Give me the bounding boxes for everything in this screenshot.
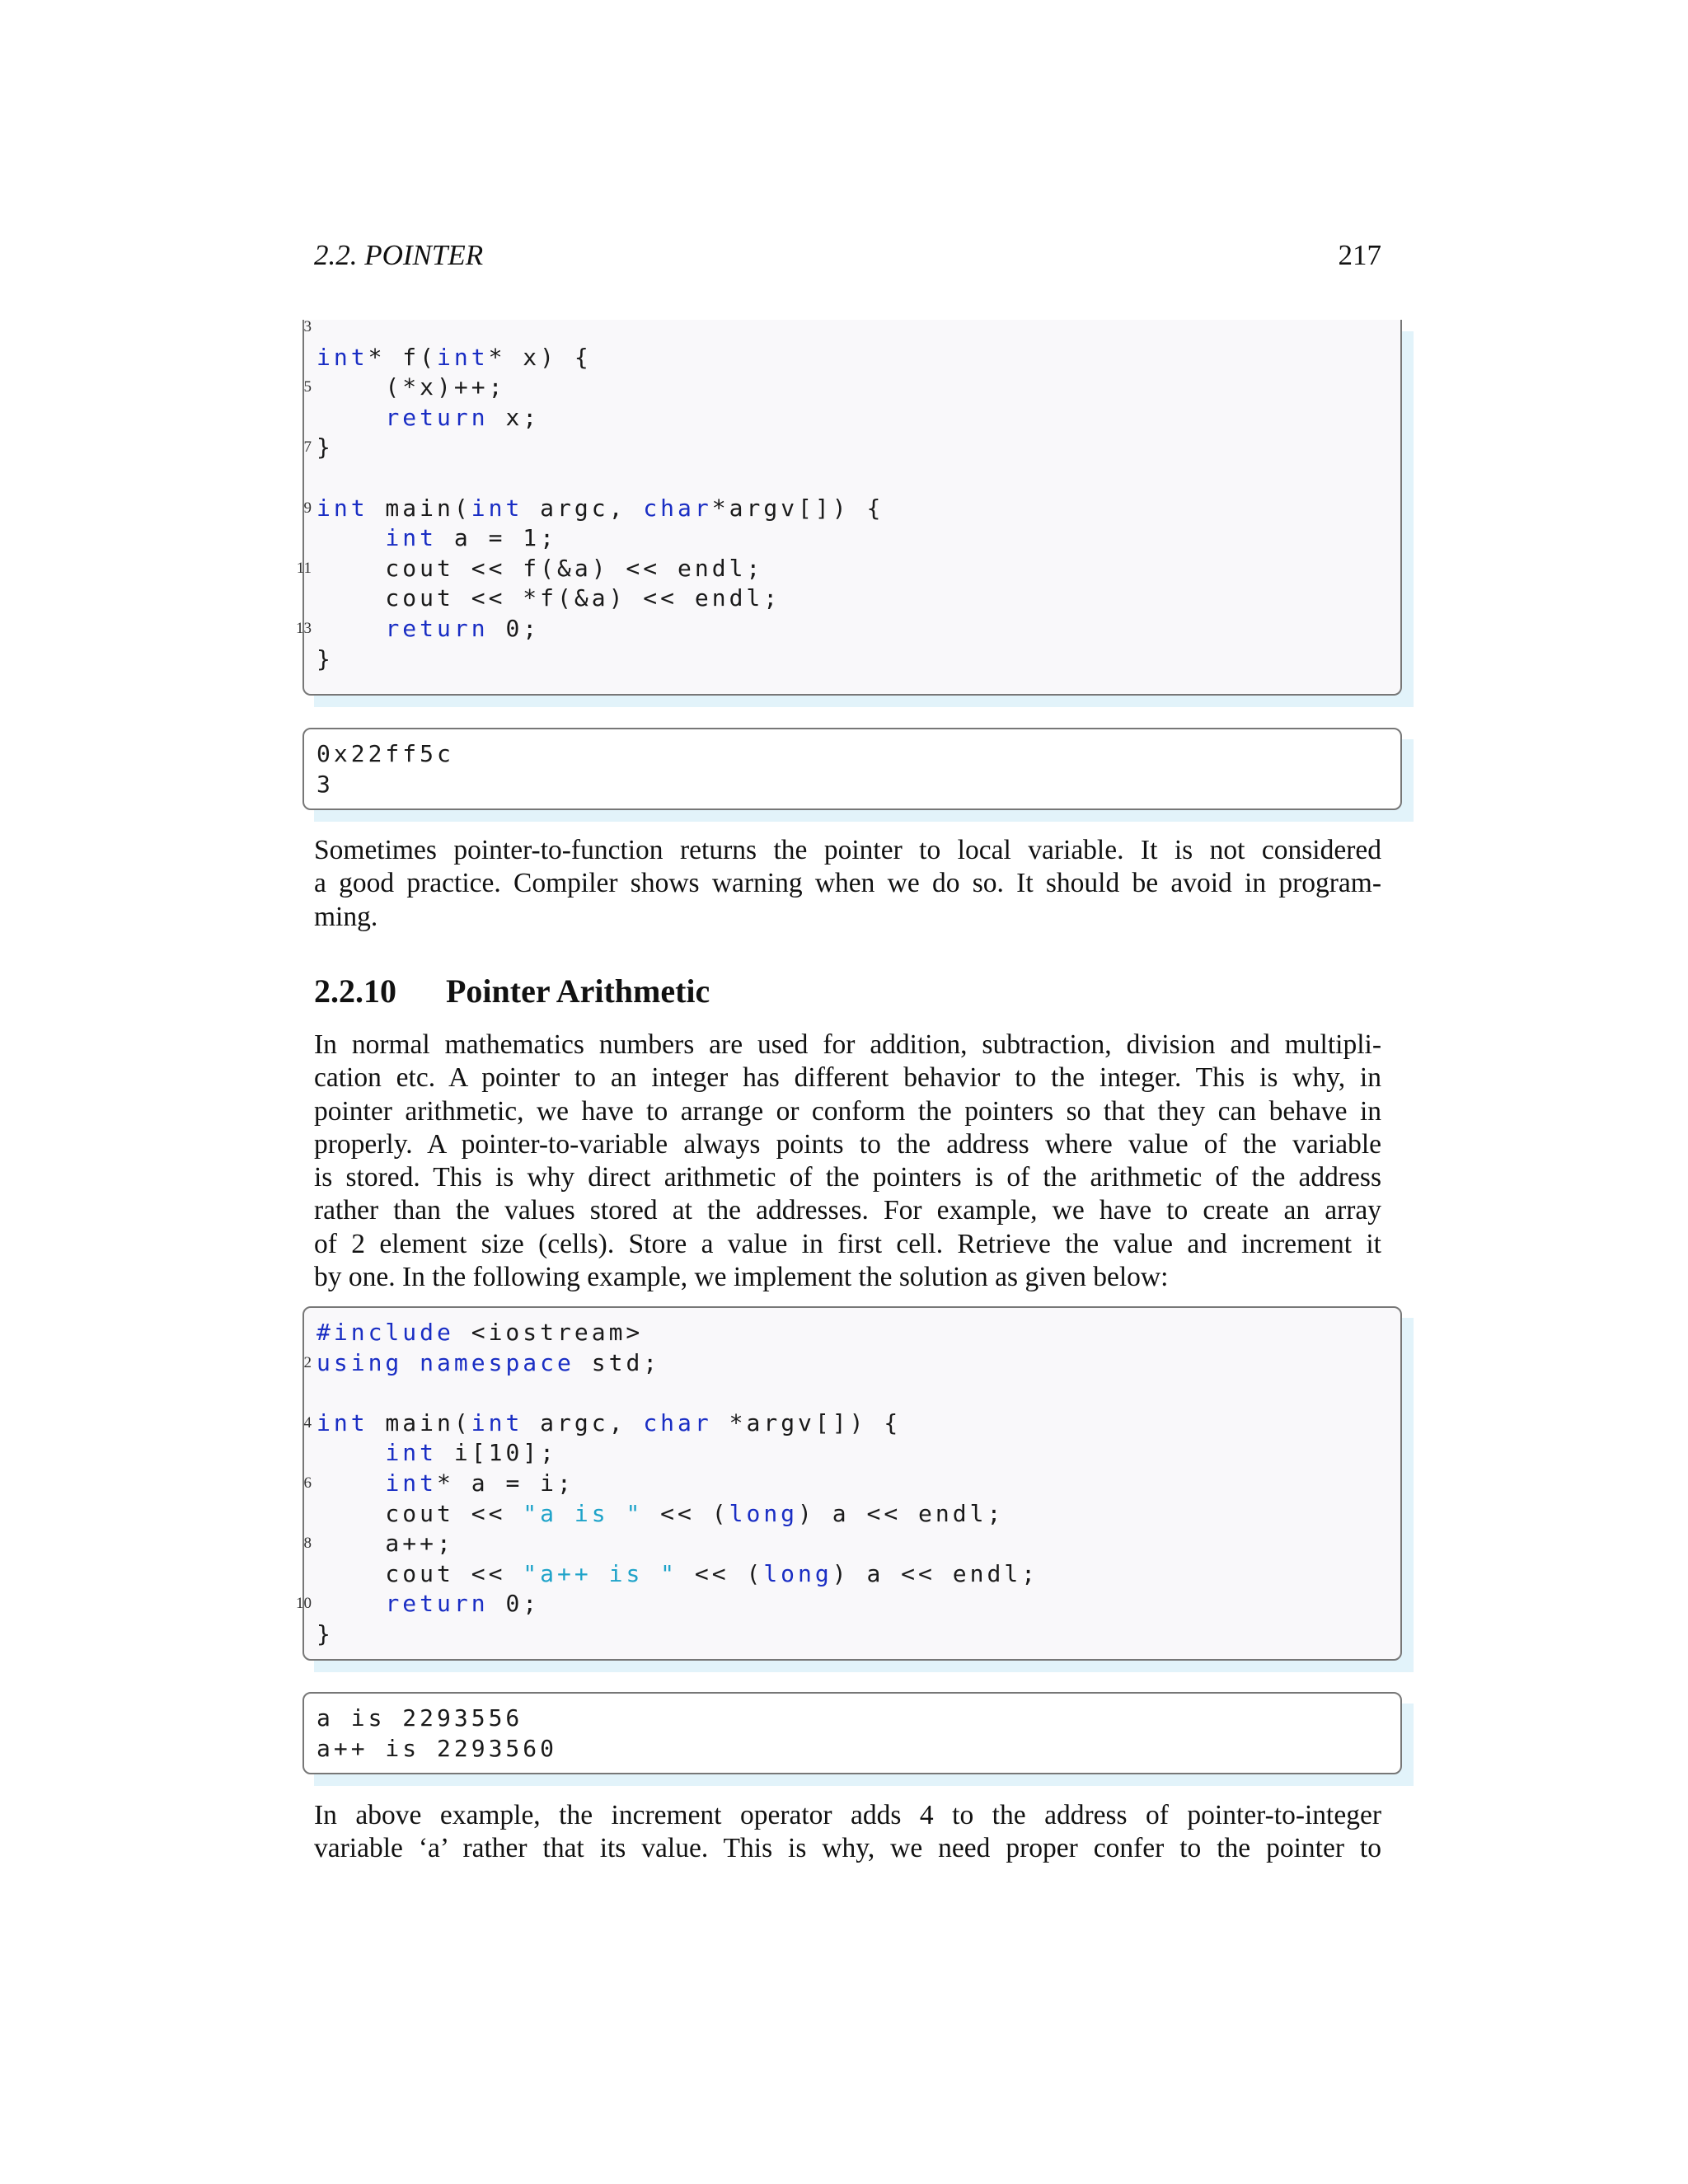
line-number: 6 (303, 1474, 312, 1492)
code-line (316, 402, 540, 433)
code-text: << ( (678, 1559, 764, 1587)
output-block-2 (302, 1692, 1402, 1774)
line-number: 2 (303, 1353, 312, 1371)
code-text: * f( (368, 343, 438, 371)
code-text: main( (368, 1408, 471, 1436)
paragraph-line: pointer arithmetic, we have to arrange or conform the pointers so that they can behave in (314, 1095, 1381, 1127)
code-text: cout << *f(&a) << endl; (316, 584, 781, 612)
line-number: 9 (303, 499, 312, 517)
code-keyword: using (316, 1348, 403, 1376)
code-keyword: int (316, 343, 368, 371)
code-line (296, 553, 764, 583)
code-text: } (316, 434, 334, 462)
code-string: "a++ is " (523, 1559, 678, 1587)
code-line (316, 523, 557, 553)
line-number: 4 (303, 1413, 312, 1432)
code-text: } (316, 644, 334, 673)
code-line (303, 1468, 574, 1498)
paragraph-line: of 2 element size (cells). Store a value in first cell. Retrieve the value and increment it (314, 1228, 1381, 1259)
running-head: 2.2. POINTER (314, 239, 484, 271)
output-block-1 (302, 728, 1402, 810)
paragraph-line: cation etc. A pointer to an integer has different behavior to the integer. This is why, in (314, 1062, 1381, 1094)
code-string: "a is " (523, 1499, 644, 1527)
code-keyword: int (471, 494, 523, 522)
paragraph-line: properly. A pointer-to-variable always points to the address where value of the variable (314, 1128, 1381, 1160)
code-text: a++; (316, 1530, 454, 1558)
code-text: << ( (643, 1499, 729, 1527)
output-line: 0x22ff5c (316, 740, 454, 767)
code-text: ) a << endl; (798, 1499, 1005, 1527)
paragraph-line: ming. (314, 901, 378, 932)
code-text (316, 524, 385, 551)
page-number: 217 (1338, 239, 1381, 271)
line-number: 3 (303, 318, 312, 335)
paragraph-1 (314, 834, 1381, 934)
paragraph-2 (314, 1029, 1381, 1294)
line-number: 7 (303, 438, 312, 457)
paragraph-line: In normal mathematics numbers are used for addition, subtraction, division and multipli- (314, 1029, 1381, 1060)
code-keyword: #include (316, 1319, 454, 1346)
code-text: * x) { (488, 343, 592, 371)
code-keyword: int (385, 524, 438, 552)
code-text: (*x)++; (316, 373, 506, 401)
code-keyword: return (385, 615, 489, 642)
paragraph-line: In above example, the increment operator adds 4 to the address of pointer-to-integer (314, 1800, 1381, 1830)
page-header (314, 235, 1381, 276)
code-text: * a = i; (437, 1469, 574, 1497)
code-line (303, 493, 884, 523)
code-text: argc, (523, 1408, 644, 1436)
code-keyword: int (437, 343, 489, 371)
output-line: a is 2293556 (316, 1704, 523, 1732)
code-text: 0; (488, 615, 541, 642)
paragraph-line: a good practice. Compiler shows warning when we do so. It should be avoid in program- (314, 868, 1381, 899)
code-keyword: long (763, 1559, 832, 1587)
code-text: *argv[]) { (711, 494, 884, 522)
code-text (316, 1439, 385, 1466)
code-keyword: long (729, 1499, 799, 1527)
code-line (296, 613, 541, 644)
code-line (316, 1437, 557, 1468)
code-text: *argv[]) { (711, 1408, 902, 1436)
section-heading (314, 968, 710, 1015)
output-line: a++ is 2293560 (316, 1735, 558, 1762)
code-line (316, 1619, 334, 1649)
code-text: argc, (523, 494, 644, 522)
paragraph-line: variable ‘a’ rather that its value. This is why, we need proper confer to the pointer to (314, 1833, 1381, 1864)
code-text: cout << f(&a) << endl; (316, 554, 764, 582)
paragraph-line: is stored. This is why direct arithmetic of the pointers is of the arithmetic of the address (314, 1162, 1381, 1193)
line-number: 10 (296, 1595, 312, 1613)
code-line (316, 1317, 643, 1347)
code-block-1 (296, 318, 1402, 696)
code-keyword: int (385, 1439, 438, 1467)
code-keyword: return (385, 1590, 489, 1618)
line-number: 13 (296, 620, 312, 637)
code-keyword: char (643, 494, 712, 522)
code-line (296, 1588, 541, 1619)
paragraph-line: Sometimes pointer-to-function returns the pointer to local variable. It is not considered (314, 835, 1381, 865)
code-box (296, 1306, 1402, 1661)
code-text: std; (574, 1348, 661, 1376)
code-text: } (316, 1620, 334, 1647)
code-keyword: return (385, 403, 489, 431)
code-text (316, 615, 385, 642)
code-keyword: namespace (420, 1348, 574, 1376)
line-number: 8 (303, 1535, 312, 1553)
section-title: Pointer Arithmetic (446, 972, 710, 1010)
code-text (402, 1349, 420, 1376)
code-line (303, 1528, 454, 1558)
code-line (316, 583, 781, 613)
code-keyword: int (316, 494, 368, 522)
code-text: i[10]; (437, 1439, 558, 1467)
code-block-2 (296, 1306, 1402, 1661)
paragraph-3 (314, 1799, 1381, 1866)
output-box (302, 728, 1402, 810)
code-text: ) a << endl; (832, 1559, 1039, 1587)
section-number: 2.2.10 (314, 972, 396, 1010)
code-box (296, 318, 1402, 696)
code-line (303, 1408, 902, 1438)
code-keyword: char (643, 1408, 712, 1436)
code-text: a = 1; (437, 524, 558, 552)
code-text (316, 404, 385, 431)
code-keyword: int (385, 1469, 438, 1497)
code-text: 0; (488, 1590, 541, 1618)
code-keyword: int (471, 1408, 523, 1436)
code-line (316, 1498, 1004, 1529)
code-line (316, 342, 592, 373)
line-number: 11 (296, 559, 312, 577)
output-box (302, 1692, 1402, 1774)
code-text: cout << (316, 1499, 523, 1527)
output-line: 3 (316, 771, 334, 798)
code-text: main( (368, 494, 471, 522)
code-line (303, 1347, 661, 1378)
code-line (316, 644, 334, 674)
code-keyword: int (316, 1408, 368, 1436)
line-number: 5 (303, 378, 312, 396)
paragraph-line: rather than the values stored at the addresses. For example, we have to create an array (314, 1195, 1381, 1226)
paragraph-line: by one. In the following example, we implement the solution as given below: (314, 1262, 1169, 1293)
code-text: <iostream> (453, 1319, 644, 1346)
code-line (316, 1558, 1039, 1589)
code-text: x; (488, 403, 541, 431)
code-line (303, 372, 506, 402)
code-line (303, 432, 334, 462)
code-text (316, 1590, 385, 1617)
code-text: cout << (316, 1559, 523, 1587)
code-text (316, 1469, 385, 1497)
